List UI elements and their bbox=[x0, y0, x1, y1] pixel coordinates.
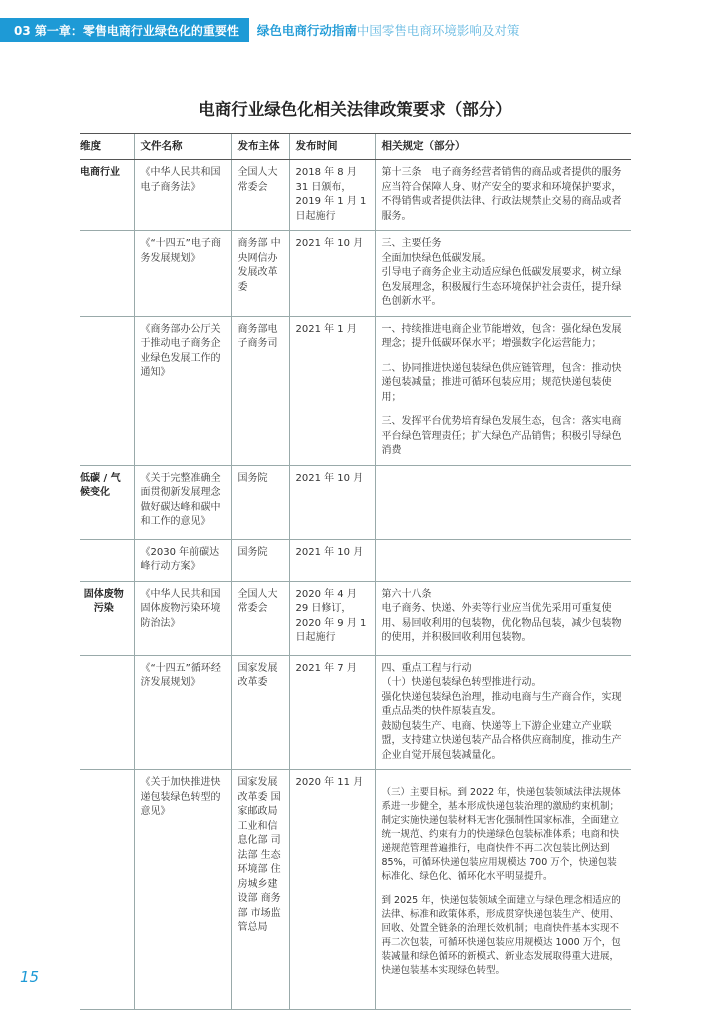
table-row bbox=[80, 770, 631, 1010]
cell-document: 《关于加快推进快递包装绿色转型的意见》 bbox=[134, 770, 231, 1010]
cell-issuer: 商务部 中央网信办 发展改革委 bbox=[231, 231, 289, 317]
rule-paragraph: 第十三条 电子商务经营者销售的商品或者提供的服务应当符合保障人身、财产安全的要求和环境保护要求，不得销售或者提供法律、行政法规禁止交易的商品或者服务。 bbox=[381, 167, 622, 222]
table-row bbox=[80, 160, 631, 231]
cell-dimension bbox=[80, 770, 134, 1010]
header-document: 文件名称 bbox=[134, 134, 231, 160]
guide-heading bbox=[249, 18, 520, 42]
rule-paragraph: 二、协同推进快递包装绿色供应链管理，包含：推动快递包装减量；推进可循环包装应用；规范快递包装使用； bbox=[381, 362, 622, 403]
header-dimension: 维度 bbox=[80, 134, 134, 160]
cell-issuer: 商务部电子商务司 bbox=[231, 316, 289, 465]
table-body bbox=[80, 160, 631, 1010]
cell-dimension: 电商行业 bbox=[80, 160, 134, 231]
cell-date: 2021 年 1 月 bbox=[289, 316, 375, 465]
cell-rules bbox=[375, 465, 631, 539]
cell-document: 《商务部办公厅关于推动电子商务企业绿色发展工作的通知》 bbox=[134, 316, 231, 465]
rule-paragraph: 四、重点工程与行动 （十）快递包装绿色转型推进行动。 强化快递包装绿色治理，推动电商与生产商合作，实现重点品类的快件原装直发。 鼓励包装生产、电商、快递等上下游企业建立产业联盟，支持建立快递包装产品合格供应商制度，推动生产企业自觉开展包装减量化。 bbox=[381, 662, 622, 761]
cell-rules bbox=[375, 160, 631, 231]
table-row bbox=[80, 465, 631, 539]
cell-date: 2021 年 10 月 bbox=[289, 465, 375, 539]
cell-date: 2021 年 7 月 bbox=[289, 655, 375, 770]
rule-paragraph: 一、持续推进电商企业节能增效，包含：强化绿色发展理念；提升低碳环保水平；增强数字化运营能力； bbox=[381, 323, 622, 349]
cell-document: 《中华人民共和国固体废物污染环境防治法》 bbox=[134, 581, 231, 655]
table-row bbox=[80, 316, 631, 465]
cell-date: 2021 年 10 月 bbox=[289, 231, 375, 317]
cell-issuer: 全国人大常委会 bbox=[231, 160, 289, 231]
policy-table bbox=[80, 133, 631, 1010]
cell-dimension: 低碳 / 气候变化 bbox=[80, 465, 134, 539]
header-rules: 相关规定（部分） bbox=[375, 134, 631, 160]
cell-dimension: 固体废物污染 bbox=[80, 581, 134, 655]
rule-paragraph: （三）主要目标。到 2022 年，快递包装领域法律法规体系进一步健全，基本形成快递包装治理的激励约束机制；制定实施快递包装材料无害化强制性国家标准，全面建立统一规范、约束有力的快递绿色包装标准体系；电商和快递规范管理普遍推行，电商快件不再二次包装比例达到 85%，可循环快递包装应用规模达 700 万个，快递包装标准化、绿色化、循环化水平明显提升。 bbox=[381, 787, 621, 882]
cell-date: 2020 年 4 月 29 日修订，2020 年 9 月 1 日起施行 bbox=[289, 581, 375, 655]
cell-document: 《关于完整准确全面贯彻新发展理念做好碳达峰和碳中和工作的意见》 bbox=[134, 465, 231, 539]
rule-paragraph: 到 2025 年，快递包装领域全面建立与绿色理念相适应的法律、标准和政策体系，形成贯穿快递包装生产、使用、回收、处置全链条的治理长效机制；电商快件基本实现不再二次包装，可循环快递包装应用规模达 1000 万个，包装减量和绿色循环的新模式、新业态发展取得重大进展，快递包装基本实现绿色转型。 bbox=[381, 895, 621, 976]
cell-issuer: 国务院 bbox=[231, 465, 289, 539]
page-title: 电商行业绿色化相关法律政策要求（部分） bbox=[198, 100, 512, 119]
cell-dimension bbox=[80, 655, 134, 770]
cell-date: 2018 年 8 月 31 日颁布，2019 年 1 月 1 日起施行 bbox=[289, 160, 375, 231]
guide-subtitle: 中国零售电商环境影响及对策 bbox=[356, 23, 520, 38]
table-header-row bbox=[80, 134, 631, 160]
rule-paragraph: 第六十八条 电子商务、快递、外卖等行业应当优先采用可重复使用、易回收利用的包装物，优化物品包装，减少包装物的使用，并积极回收利用包装物。 bbox=[381, 588, 622, 643]
guide-title: 绿色电商行动指南 bbox=[256, 23, 357, 38]
cell-dimension bbox=[80, 316, 134, 465]
cell-rules bbox=[375, 231, 631, 317]
chapter-label: 03 第一章：零售电商行业绿色化的重要性 bbox=[0, 18, 249, 42]
cell-rules bbox=[375, 316, 631, 465]
header-issuer: 发布主体 bbox=[231, 134, 289, 160]
cell-dimension bbox=[80, 231, 134, 317]
header-date: 发布时间 bbox=[289, 134, 375, 160]
cell-rules bbox=[375, 539, 631, 581]
rule-paragraph: 三、主要任务 全面加快绿色低碳发展。 引导电子商务企业主动适应绿色低碳发展要求，树立绿色发展理念，积极履行生态环境保护社会责任，提升绿色创新水平。 bbox=[381, 238, 622, 307]
page-number: 15 bbox=[20, 968, 40, 986]
table-row bbox=[80, 539, 631, 581]
cell-issuer: 全国人大常委会 bbox=[231, 581, 289, 655]
cell-issuer: 国家发展改革委 国家邮政局 工业和信息化部 司法部 生态环境部 住房城乡建设部 商务部 市场监管总局 bbox=[231, 770, 289, 1010]
cell-rules bbox=[375, 770, 631, 1010]
cell-date: 2020 年 11 月 bbox=[289, 770, 375, 1010]
cell-document: 《“十四五”电子商务发展规划》 bbox=[134, 231, 231, 317]
cell-document: 《2030 年前碳达峰行动方案》 bbox=[134, 539, 231, 581]
cell-issuer: 国家发展改革委 bbox=[231, 655, 289, 770]
cell-issuer: 国务院 bbox=[231, 539, 289, 581]
cell-document: 《“十四五”循环经济发展规划》 bbox=[134, 655, 231, 770]
page-header bbox=[0, 18, 519, 42]
cell-rules bbox=[375, 655, 631, 770]
rule-paragraph: 三、发挥平台优势培育绿色发展生态，包含：落实电商平台绿色管理责任；扩大绿色产品销售；积极引导绿色消费 bbox=[381, 416, 622, 456]
cell-date: 2021 年 10 月 bbox=[289, 539, 375, 581]
cell-rules bbox=[375, 581, 631, 655]
table-row bbox=[80, 231, 631, 317]
cell-dimension bbox=[80, 539, 134, 581]
table-row bbox=[80, 581, 631, 655]
cell-document: 《中华人民共和国电子商务法》 bbox=[134, 160, 231, 231]
table-row bbox=[80, 655, 631, 770]
